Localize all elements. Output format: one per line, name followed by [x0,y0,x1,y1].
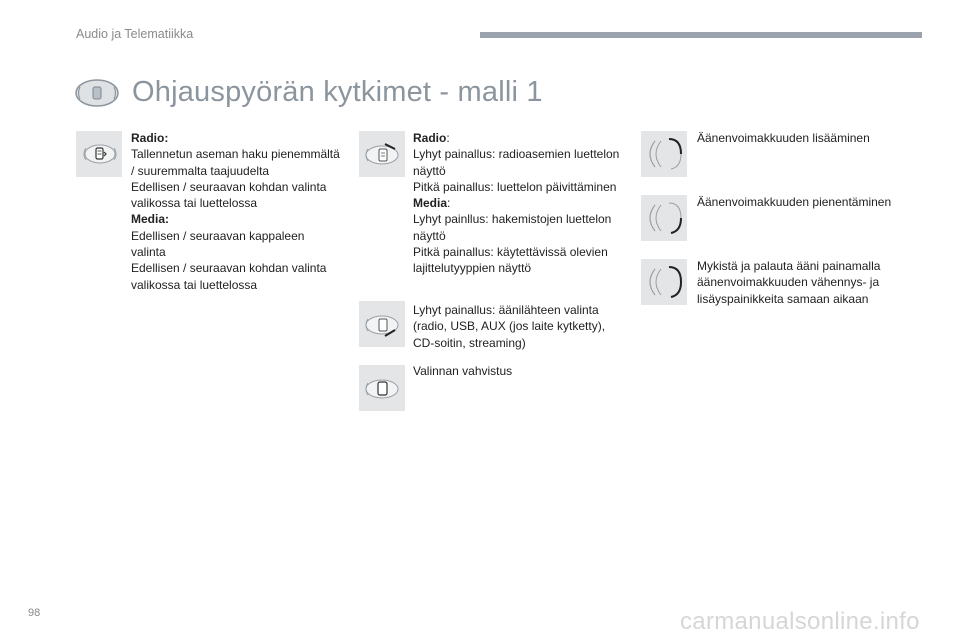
thumb-mute [641,259,687,305]
list-control-icon [359,131,405,177]
media-list-colon: : [447,196,451,211]
search-control-icon [76,131,122,177]
volume-down-icon [641,195,687,241]
media-list-heading: Media [413,196,448,211]
media-list-text: Lyhyt painllus: hakemistojen luettelon näyttö Pitkä painallus: käytettävissä olevien lajittelutyyppien näyttö [413,212,612,276]
media-search-text: Edellisen / seuraavan kappaleen valinta Edellisen / seuraavan kohdan valinta valikossa tai luettelossa [131,228,327,292]
desc-source-select: Lyhyt painallus: äänilähteen valinta (radio, USB, AUX (jos laite kytketty), CD-soitin, streaming) [413,303,606,350]
thumb-source-select [359,301,405,347]
media-heading: Media: [131,212,170,227]
thumb-confirm [359,365,405,411]
thumb-radio-media-list [359,131,405,177]
watermark: carmanualsonline.info [680,608,920,635]
page-number: 98 [28,607,41,619]
thumb-volume-up [641,131,687,177]
radio-search-text: Tallennetun aseman haku pienemmältä / suuremmalta taajuudelta Edellisen / seuraavan kohdan valinta valikossa tai luettelossa [131,147,340,211]
desc-radio-media-list [413,130,628,277]
header-rule [480,32,922,38]
radio-list-heading: Radio [413,131,447,145]
radio-heading: Radio: [131,131,169,145]
steering-switch-icon [74,78,120,108]
thumb-volume-down [641,195,687,241]
desc-confirm: Valinnan vahvistus [413,364,513,378]
source-control-icon [359,301,405,347]
desc-volume-up: Äänenvoimakkuuden lisääminen [697,131,870,145]
desc-volume-down: Äänenvoimakkuuden pienentäminen [697,195,892,209]
confirm-control-icon [359,365,405,411]
thumb-radio-media-search [76,131,122,177]
desc-mute: Mykistä ja palauta ääni painamalla äänenvoimakkuuden vähennys- ja lisäyspainikkeita samaan aikaan [697,259,881,306]
radio-list-colon: : [446,131,450,145]
page-title: Ohjauspyörän kytkimet - malli 1 [132,76,543,108]
volume-up-icon [641,131,687,177]
desc-radio-media-search [131,130,341,293]
radio-list-text: Lyhyt painallus: radioasemien luettelon näyttö Pitkä painallus: luettelon päivittäminen [413,147,620,194]
mute-icon [641,259,687,305]
section-label: Audio ja Telematiikka [76,27,194,41]
